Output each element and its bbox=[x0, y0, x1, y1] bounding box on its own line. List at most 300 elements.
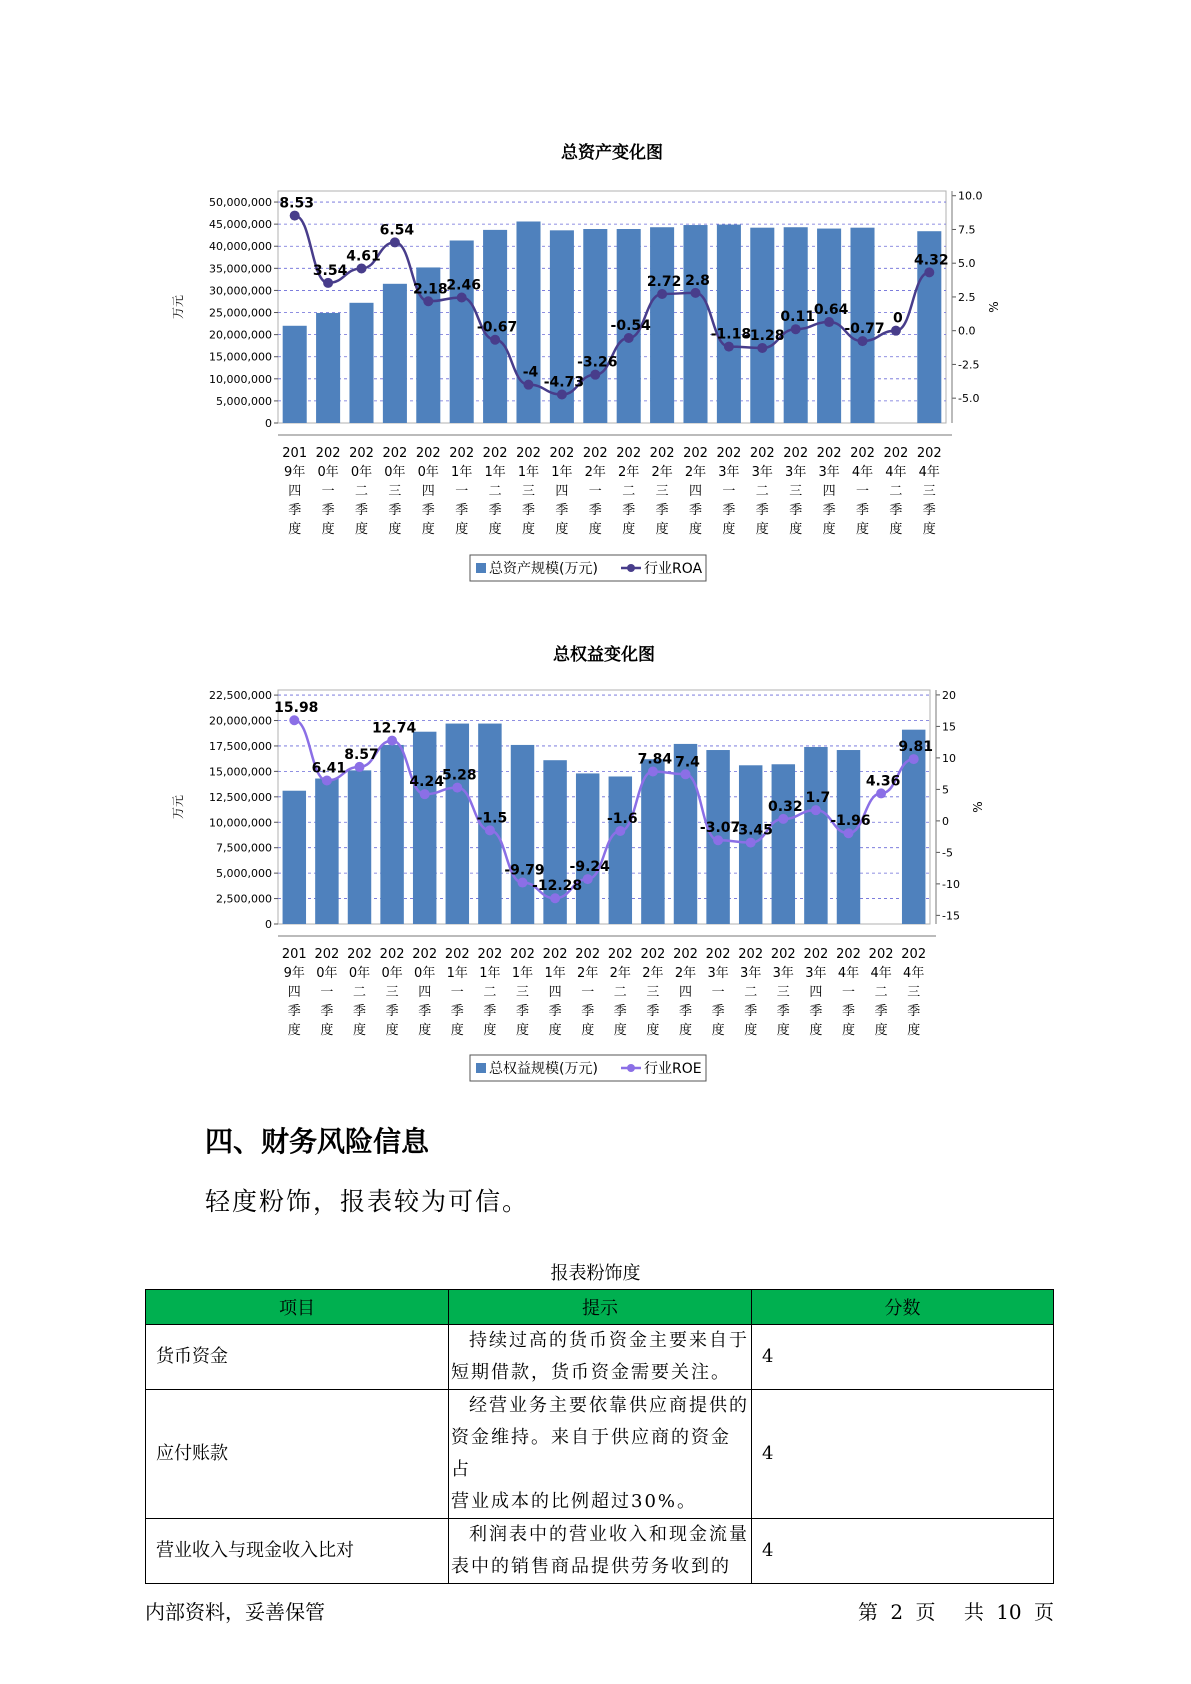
data-label: -1.96 bbox=[830, 813, 871, 830]
x-tick-label-part: 0年 bbox=[414, 966, 436, 981]
y2-tick-label: 10 bbox=[942, 751, 956, 765]
x-tick-label-part: 0年 bbox=[317, 465, 339, 480]
x-tick-label-part: 202 bbox=[516, 446, 541, 461]
x-tick-label bbox=[683, 446, 708, 537]
y-tick-label: 0 bbox=[265, 417, 272, 430]
x-tick-label-part: 度 bbox=[588, 522, 602, 537]
x-tick-label-part: 1年 bbox=[446, 966, 468, 981]
x-tick-label-part: 四 bbox=[809, 985, 823, 1000]
data-label: 4.36 bbox=[865, 773, 901, 790]
table-cell-tip bbox=[449, 1325, 752, 1390]
x-tick-label-part: 2年 bbox=[584, 465, 606, 480]
x-tick-label-part: 季 bbox=[483, 1004, 497, 1019]
x-tick-label bbox=[673, 947, 698, 1038]
x-tick-label-part: 4年 bbox=[918, 465, 940, 480]
x-tick-label bbox=[917, 446, 942, 537]
bar bbox=[315, 779, 338, 924]
bar bbox=[609, 776, 632, 924]
bar bbox=[383, 284, 407, 423]
bar bbox=[413, 732, 436, 924]
page-prefix: 第 bbox=[858, 1600, 879, 1624]
bar bbox=[650, 227, 674, 423]
y2-tick-label: -15 bbox=[942, 909, 960, 923]
x-tick-label bbox=[412, 947, 437, 1038]
data-label: -9.79 bbox=[504, 862, 545, 879]
x-tick-label-part: 一 bbox=[722, 484, 736, 499]
x-tick-label-part: 三 bbox=[521, 484, 536, 499]
line-point bbox=[590, 370, 600, 380]
x-tick-label-part: 三 bbox=[789, 484, 803, 499]
data-label: -1.28 bbox=[744, 327, 785, 344]
x-tick-label-part: 2年 bbox=[609, 966, 631, 981]
x-tick-label-part: 2年 bbox=[674, 966, 697, 981]
x-tick-label-part: 度 bbox=[789, 522, 803, 537]
line-point bbox=[876, 788, 886, 798]
y-tick-label: 12,500,000 bbox=[209, 790, 272, 804]
x-tick-label-part: 季 bbox=[922, 503, 936, 518]
x-tick-label-part: 度 bbox=[755, 522, 769, 537]
x-tick-label-part: 度 bbox=[385, 1023, 399, 1038]
x-tick-label-part: 202 bbox=[836, 947, 861, 962]
x-tick-label-part: 一 bbox=[841, 985, 856, 1000]
x-tick-label bbox=[380, 947, 405, 1038]
y-tick-label: 40,000,000 bbox=[209, 240, 272, 254]
x-tick-label-part: 4年 bbox=[870, 966, 892, 981]
x-tick-label-part: 度 bbox=[483, 1023, 497, 1038]
line-point bbox=[457, 292, 467, 302]
x-tick-label-part: 季 bbox=[588, 503, 602, 518]
x-tick-label-part: 三 bbox=[646, 985, 660, 1000]
x-tick-label-part: 季 bbox=[711, 1004, 725, 1019]
x-tick-label bbox=[850, 446, 875, 537]
x-tick-label-part: 度 bbox=[855, 522, 870, 537]
x-tick-label-part: 季 bbox=[581, 1004, 595, 1019]
x-tick-label-part: 季 bbox=[421, 503, 435, 518]
x-tick-label-part: 202 bbox=[477, 947, 503, 962]
x-tick-label-part: 季 bbox=[622, 503, 636, 518]
total-prefix: 共 bbox=[963, 1600, 984, 1624]
line-point bbox=[490, 335, 500, 345]
x-tick-label-part: 202 bbox=[705, 947, 731, 962]
y-tick-label: 35,000,000 bbox=[209, 262, 272, 276]
x-tick-label-part: 二 bbox=[483, 985, 497, 1000]
x-tick-label-part: 四 bbox=[421, 484, 435, 499]
x-tick-label-part: 1年 bbox=[451, 465, 473, 480]
x-tick-label-part: 202 bbox=[783, 446, 809, 461]
data-label: -1.6 bbox=[606, 810, 638, 827]
x-tick-label-part: 202 bbox=[607, 947, 633, 962]
x-tick-label-part: 度 bbox=[488, 522, 502, 537]
data-label: -0.54 bbox=[610, 317, 651, 334]
x-tick-label-part: 度 bbox=[722, 522, 736, 537]
x-tick-label bbox=[616, 446, 641, 537]
x-tick-label-part: 202 bbox=[549, 446, 575, 461]
x-tick-label-part: 度 bbox=[744, 1023, 758, 1038]
line-point bbox=[824, 317, 834, 327]
x-tick-label-part: 度 bbox=[655, 522, 669, 537]
bar bbox=[804, 747, 827, 924]
x-tick-label-part: 季 bbox=[354, 503, 369, 518]
x-tick-label-part: 202 bbox=[575, 947, 601, 962]
data-label: -3.26 bbox=[577, 354, 618, 371]
tip-line: 营业成本的比例超过30%。 bbox=[451, 1491, 698, 1512]
chart-title: 总资产变化图 bbox=[561, 143, 663, 163]
x-tick-label-part: 202 bbox=[868, 947, 894, 962]
table-cell-score: 4 bbox=[752, 1519, 1054, 1584]
x-tick-label-part: 季 bbox=[385, 1004, 399, 1019]
tip-line: 利润表中的营业收入和现金流量 bbox=[469, 1524, 749, 1545]
bar bbox=[516, 221, 540, 423]
x-tick-label-part: 度 bbox=[515, 1023, 530, 1038]
data-label: 4.24 bbox=[409, 774, 444, 791]
table-cell-tip bbox=[449, 1519, 752, 1584]
data-label: -9.24 bbox=[569, 859, 610, 876]
total-assets-chart-svg bbox=[170, 140, 1001, 590]
data-label: 1.7 bbox=[805, 790, 831, 807]
x-tick-label-part: 0年 bbox=[316, 966, 338, 981]
x-tick-label-part: 202 bbox=[816, 446, 842, 461]
line-point bbox=[420, 789, 430, 799]
y-tick-label: 15,000,000 bbox=[209, 350, 272, 364]
y-tick-label: 45,000,000 bbox=[209, 218, 272, 232]
x-tick-label-part: 9年 bbox=[283, 966, 305, 981]
y-tick-label: 30,000,000 bbox=[209, 284, 272, 298]
y2-tick-label: 5 bbox=[942, 783, 949, 797]
x-tick-label bbox=[282, 446, 307, 537]
x-tick-label-part: 四 bbox=[288, 484, 302, 499]
x-tick-label-part: 一 bbox=[855, 484, 870, 499]
x-tick-label-part: 度 bbox=[688, 522, 703, 537]
data-label: 9.81 bbox=[898, 739, 933, 756]
x-tick-label-part: 四 bbox=[418, 985, 432, 1000]
legend-bar-swatch bbox=[476, 1063, 486, 1073]
footer-confidential: 内部资料，妥善保管 bbox=[145, 1600, 325, 1624]
x-tick-label bbox=[716, 446, 741, 537]
line-point bbox=[524, 380, 534, 390]
x-tick-label-part: 季 bbox=[288, 503, 302, 518]
x-tick-label-part: 季 bbox=[688, 503, 703, 518]
x-tick-label-part: 0年 bbox=[350, 465, 373, 480]
line-point bbox=[550, 893, 560, 903]
x-tick-label-part: 季 bbox=[822, 503, 836, 518]
x-tick-label-part: 季 bbox=[755, 503, 769, 518]
line-point bbox=[844, 828, 854, 838]
risk-table bbox=[145, 1289, 1054, 1584]
x-tick-label-part: 度 bbox=[874, 1023, 888, 1038]
x-tick-label-part: 9年 bbox=[284, 465, 306, 480]
x-tick-label-part: 四 bbox=[555, 484, 569, 499]
x-tick-label-part: 季 bbox=[455, 503, 469, 518]
x-tick-label-part: 2年 bbox=[577, 966, 599, 981]
line-point bbox=[583, 874, 593, 884]
table-cell-score: 4 bbox=[752, 1325, 1054, 1390]
x-tick-label bbox=[608, 947, 633, 1038]
line-point bbox=[322, 776, 332, 786]
x-tick-label bbox=[416, 446, 441, 537]
x-tick-label-part: 1年 bbox=[479, 966, 501, 981]
x-tick-label-part: 一 bbox=[320, 985, 334, 1000]
x-tick-label-part: 202 bbox=[673, 947, 698, 962]
x-tick-label-part: 202 bbox=[379, 947, 405, 962]
data-label: 6.54 bbox=[379, 222, 415, 239]
data-label: -0.67 bbox=[476, 319, 518, 336]
x-tick-label-part: 季 bbox=[548, 1004, 562, 1019]
x-tick-label-part: 202 bbox=[444, 947, 470, 962]
tip-line: 经营业务主要依靠供应商提供的 bbox=[469, 1395, 749, 1416]
x-tick-label-part: 一 bbox=[588, 484, 602, 499]
y2-tick-label: -5 bbox=[942, 846, 953, 860]
x-tick-label-part: 度 bbox=[622, 522, 636, 537]
data-label: 7.84 bbox=[637, 751, 673, 768]
data-label: 2.18 bbox=[413, 281, 448, 298]
x-tick-label-part: 2年 bbox=[642, 966, 664, 981]
x-tick-label bbox=[347, 947, 372, 1038]
x-tick-label-part: 三 bbox=[515, 985, 530, 1000]
y-tick-label: 5,000,000 bbox=[216, 867, 272, 881]
x-tick-label-part: 2年 bbox=[684, 465, 707, 480]
y2-tick-label: 0 bbox=[942, 814, 949, 828]
x-tick-label-part: 二 bbox=[488, 484, 502, 499]
page-number: 2 bbox=[890, 1600, 904, 1624]
x-tick-label-part: 季 bbox=[655, 503, 669, 518]
x-tick-label bbox=[640, 947, 665, 1038]
x-tick-label-part: 季 bbox=[555, 503, 569, 518]
y-tick-label: 17,500,000 bbox=[209, 739, 272, 753]
x-tick-label bbox=[510, 947, 535, 1038]
x-tick-label bbox=[282, 947, 307, 1038]
x-tick-label-part: 三 bbox=[385, 985, 399, 1000]
line-point bbox=[691, 288, 701, 298]
x-tick-label-part: 三 bbox=[655, 484, 669, 499]
bar bbox=[450, 240, 474, 423]
x-tick-label-part: 202 bbox=[749, 446, 775, 461]
x-tick-label-part: 度 bbox=[646, 1023, 660, 1038]
total-number: 10 bbox=[996, 1600, 1022, 1624]
x-tick-label-part: 202 bbox=[883, 446, 909, 461]
table-cell-score: 4 bbox=[752, 1390, 1054, 1519]
data-label: -3.07 bbox=[699, 820, 741, 837]
data-label: 6.41 bbox=[311, 760, 347, 777]
tip-line: 资金维持。来自于供应商的资金占 bbox=[451, 1427, 731, 1480]
y-tick-label: 7,500,000 bbox=[216, 841, 272, 855]
x-tick-label-part: 0年 bbox=[348, 966, 371, 981]
x-tick-label-part: 三 bbox=[922, 484, 936, 499]
data-label: 5.28 bbox=[442, 767, 477, 784]
x-tick-label-part: 4年 bbox=[837, 966, 860, 981]
x-tick-label-part: 季 bbox=[488, 503, 502, 518]
x-tick-label-part: 度 bbox=[581, 1023, 595, 1038]
x-tick-label-part: 3年 bbox=[740, 966, 762, 981]
x-tick-label-part: 度 bbox=[287, 1023, 301, 1038]
x-tick-label-part: 202 bbox=[716, 446, 742, 461]
y-tick-label: 10,000,000 bbox=[209, 816, 272, 830]
x-tick-label bbox=[883, 446, 908, 537]
bar bbox=[511, 745, 534, 924]
bar bbox=[283, 791, 306, 924]
y2-axis-label: % bbox=[987, 301, 1001, 313]
x-tick-label-part: 0年 bbox=[417, 465, 439, 480]
x-tick-label bbox=[575, 947, 600, 1038]
tip-line: 持续过高的货币资金主要来自于 bbox=[469, 1330, 749, 1351]
x-tick-label-part: 季 bbox=[646, 1004, 660, 1019]
x-tick-label-part: 三 bbox=[388, 484, 402, 499]
y-tick-label: 0 bbox=[265, 918, 272, 931]
x-tick-label-part: 202 bbox=[542, 947, 568, 962]
x-tick-label-part: 季 bbox=[613, 1004, 627, 1019]
line-point bbox=[648, 767, 658, 777]
x-tick-label-part: 度 bbox=[421, 522, 435, 537]
x-tick-label bbox=[650, 446, 675, 537]
y-tick-label: 5,000,000 bbox=[216, 394, 272, 408]
x-tick-label-part: 季 bbox=[776, 1004, 790, 1019]
table-row bbox=[146, 1390, 1054, 1519]
x-tick-label-part: 一 bbox=[711, 985, 725, 1000]
data-label: 8.57 bbox=[344, 746, 379, 763]
x-tick-label-part: 度 bbox=[776, 1023, 790, 1038]
data-label: 2.72 bbox=[646, 273, 682, 290]
x-tick-label-part: 202 bbox=[510, 947, 535, 962]
data-label: 7.4 bbox=[675, 754, 700, 771]
x-tick-label bbox=[738, 947, 763, 1038]
x-tick-label-part: 3年 bbox=[718, 465, 740, 480]
line-point bbox=[323, 278, 333, 288]
table-cell-item: 应付账款 bbox=[146, 1390, 449, 1519]
x-tick-label-part: 3年 bbox=[707, 966, 729, 981]
x-tick-label-part: 二 bbox=[354, 484, 369, 499]
section-body: 轻度粉饰，报表较为可信。 bbox=[205, 1187, 530, 1216]
x-tick-label-part: 度 bbox=[907, 1023, 921, 1038]
x-tick-label-part: 季 bbox=[841, 1004, 856, 1019]
chart-title: 总权益变化图 bbox=[553, 645, 655, 665]
line-point bbox=[423, 296, 433, 306]
x-tick-label-part: 度 bbox=[548, 1023, 562, 1038]
bar bbox=[380, 745, 403, 924]
x-tick-label-part: 202 bbox=[738, 947, 764, 962]
x-tick-label-part: 二 bbox=[744, 985, 758, 1000]
x-tick-label-part: 度 bbox=[450, 1023, 464, 1038]
line-point bbox=[452, 783, 462, 793]
line-point bbox=[924, 267, 934, 277]
x-tick-label-part: 三 bbox=[776, 985, 790, 1000]
x-tick-label-part: 二 bbox=[613, 985, 627, 1000]
total-equity-chart bbox=[170, 642, 985, 1092]
y2-tick-label: 7.5 bbox=[958, 223, 976, 237]
x-tick-label-part: 二 bbox=[755, 484, 769, 499]
line-point bbox=[518, 878, 528, 888]
bar bbox=[316, 313, 340, 423]
y-tick-label: 20,000,000 bbox=[209, 328, 272, 342]
x-tick-label-part: 202 bbox=[616, 446, 642, 461]
y2-tick-label: -2.5 bbox=[958, 358, 980, 372]
x-tick-label bbox=[314, 947, 339, 1038]
x-tick-label-part: 一 bbox=[450, 985, 464, 1000]
x-tick-label-part: 0年 bbox=[384, 465, 406, 480]
x-tick-label bbox=[477, 947, 502, 1038]
x-tick-label-part: 度 bbox=[922, 522, 936, 537]
y2-tick-label: 15 bbox=[942, 720, 956, 734]
x-tick-label-part: 202 bbox=[770, 947, 796, 962]
line-point bbox=[624, 333, 634, 343]
x-tick-label-part: 二 bbox=[352, 985, 367, 1000]
y-tick-label: 50,000,000 bbox=[209, 196, 272, 210]
x-tick-label bbox=[349, 446, 374, 537]
bar bbox=[641, 759, 664, 924]
legend-line-point bbox=[627, 1064, 635, 1072]
bar bbox=[583, 229, 607, 423]
table-cell-item: 营业收入与现金收入比对 bbox=[146, 1519, 449, 1584]
x-tick-label-part: 202 bbox=[582, 446, 608, 461]
data-label: -12.28 bbox=[532, 878, 583, 895]
x-tick-label-part: 4年 bbox=[885, 465, 907, 480]
table-header-row bbox=[146, 1290, 1054, 1325]
page-unit: 页 bbox=[915, 1600, 936, 1624]
x-tick-label-part: 度 bbox=[678, 1023, 693, 1038]
x-tick-label-part: 202 bbox=[315, 446, 341, 461]
x-tick-label-part: 202 bbox=[916, 446, 942, 461]
x-tick-label bbox=[583, 446, 608, 537]
x-tick-label-part: 季 bbox=[855, 503, 870, 518]
x-tick-label-part: 一 bbox=[455, 484, 469, 499]
y-tick-label: 15,000,000 bbox=[209, 765, 272, 779]
footer-pagination bbox=[852, 1596, 1054, 1625]
bar bbox=[348, 770, 371, 924]
x-tick-label-part: 3年 bbox=[751, 465, 773, 480]
x-tick-label-part: 季 bbox=[744, 1004, 758, 1019]
bar bbox=[283, 326, 307, 423]
x-tick-label-part: 四 bbox=[688, 484, 703, 499]
x-tick-label bbox=[901, 947, 926, 1038]
x-tick-label-part: 度 bbox=[889, 522, 903, 537]
x-tick-label-part: 4年 bbox=[851, 465, 874, 480]
x-tick-label-part: 三 bbox=[907, 985, 921, 1000]
x-tick-label-part: 季 bbox=[889, 503, 903, 518]
x-tick-label bbox=[803, 947, 828, 1038]
x-tick-label-part: 0年 bbox=[381, 966, 403, 981]
x-tick-label-part: 季 bbox=[352, 1004, 367, 1019]
data-label: 0.11 bbox=[780, 309, 815, 326]
data-label: 12.74 bbox=[371, 720, 417, 737]
line-point bbox=[357, 263, 367, 273]
x-tick-label-part: 度 bbox=[288, 522, 302, 537]
x-tick-label-part: 202 bbox=[850, 446, 875, 461]
data-label: 0.32 bbox=[768, 798, 803, 815]
x-tick-label-part: 202 bbox=[683, 446, 708, 461]
table-cell-tip bbox=[449, 1390, 752, 1519]
x-tick-label-part: 四 bbox=[287, 985, 301, 1000]
bar bbox=[717, 225, 741, 423]
x-tick-label-part: 度 bbox=[841, 1023, 856, 1038]
x-tick-label-part: 度 bbox=[388, 522, 402, 537]
x-tick-label-part: 202 bbox=[640, 947, 666, 962]
line-point bbox=[290, 211, 300, 221]
total-assets-chart bbox=[170, 140, 1001, 590]
line-point bbox=[757, 343, 767, 353]
x-tick-label-part: 2年 bbox=[651, 465, 673, 480]
x-tick-label-part: 3年 bbox=[805, 966, 827, 981]
x-tick-label-part: 季 bbox=[515, 1004, 530, 1019]
x-tick-label-part: 度 bbox=[320, 1023, 334, 1038]
x-tick-label-part: 季 bbox=[907, 1004, 921, 1019]
x-tick-label-part: 二 bbox=[622, 484, 636, 499]
x-tick-label-part: 度 bbox=[418, 1023, 432, 1038]
y-axis-label: 万元 bbox=[171, 294, 185, 320]
x-tick-label-part: 202 bbox=[901, 947, 927, 962]
x-tick-label bbox=[445, 947, 470, 1038]
table-row bbox=[146, 1325, 1054, 1390]
line-point bbox=[615, 826, 625, 836]
line-point bbox=[713, 835, 723, 845]
y2-tick-label: 5.0 bbox=[958, 257, 976, 271]
